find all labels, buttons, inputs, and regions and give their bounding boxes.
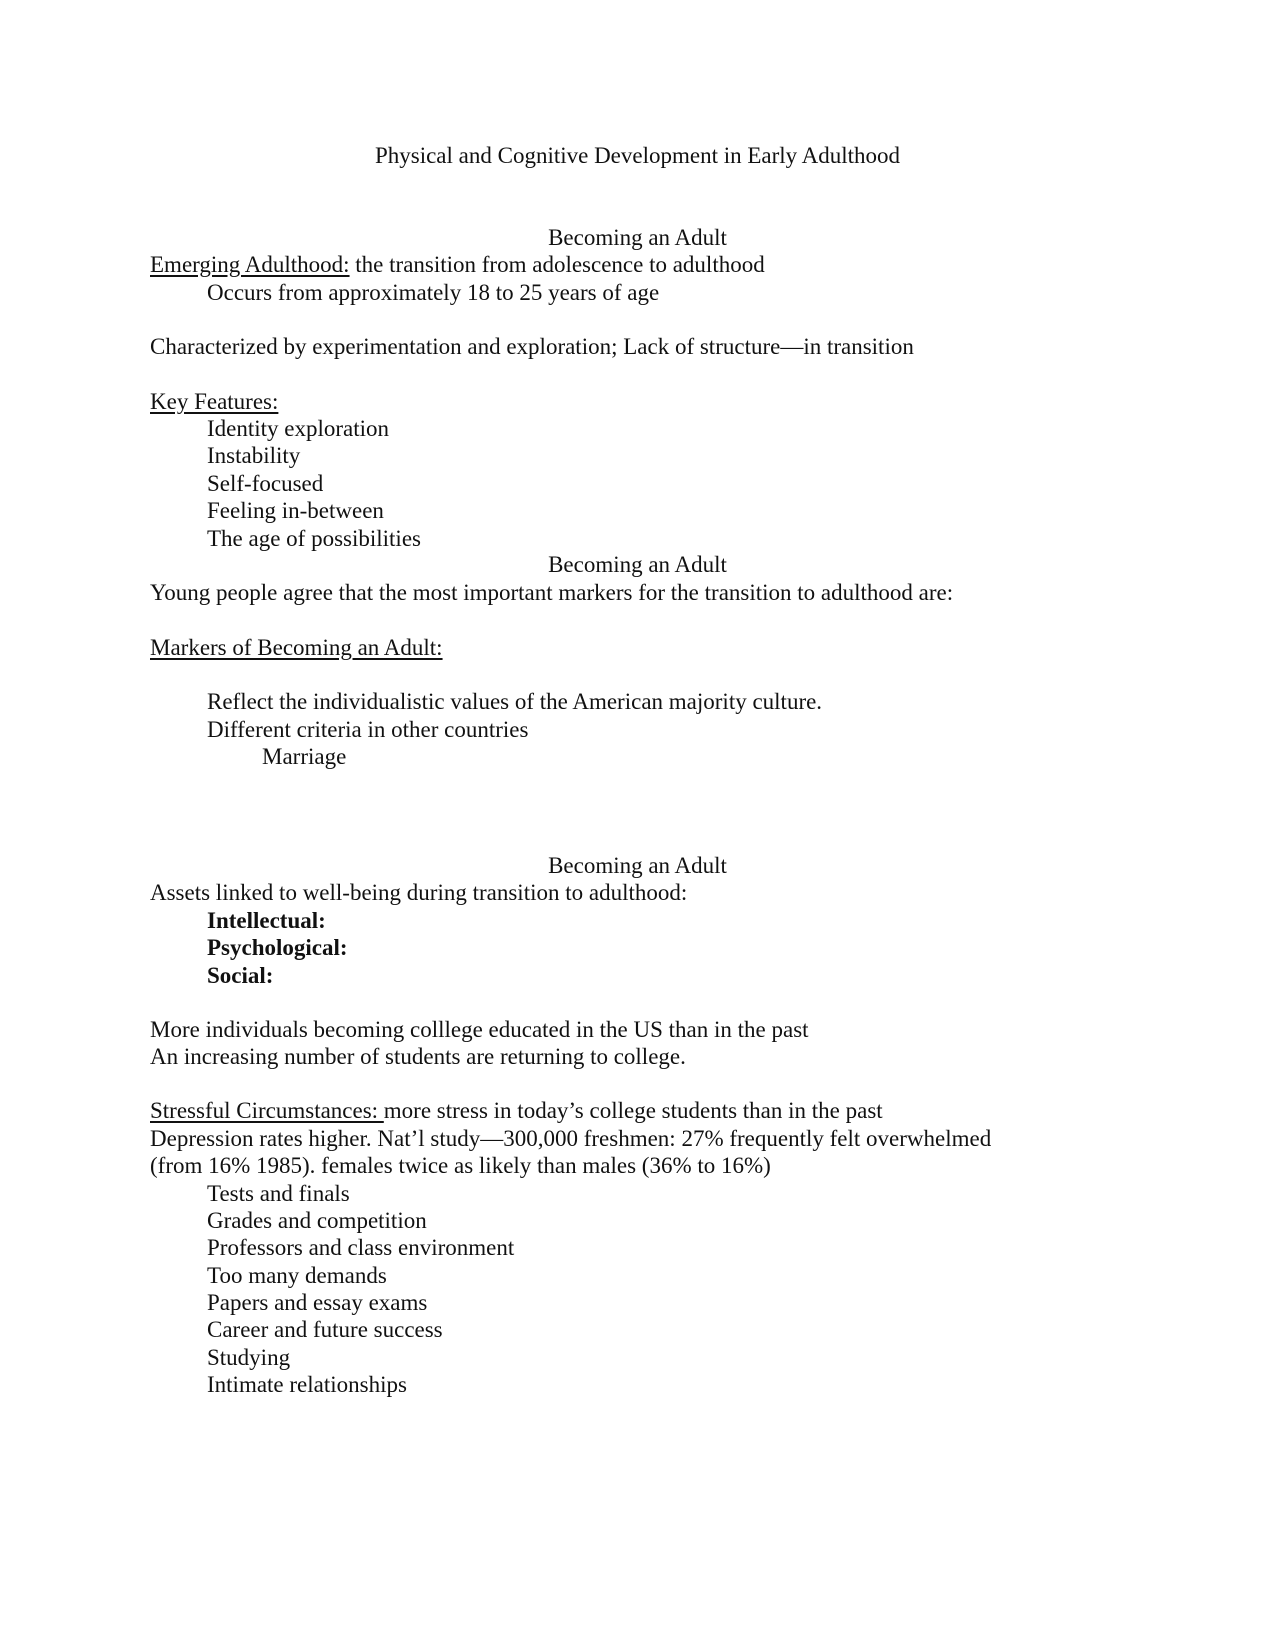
marriage-text: Marriage (262, 744, 347, 769)
stressor-item: Career and future success (207, 1317, 443, 1342)
stressor-item: Professors and class environment (207, 1235, 515, 1260)
section-heading-1: Becoming an Adult (548, 225, 727, 250)
stressful-circumstances-label: Stressful Circumstances: (150, 1098, 384, 1123)
emerging-adulthood-term: Emerging Adulthood: (150, 252, 350, 277)
different-criteria-text: Different criteria in other countries (207, 717, 529, 742)
section-heading-3: Becoming an Adult (548, 853, 727, 878)
depression-text-1: Depression rates higher. Nat’l study—300,000 freshmen: 27% frequently felt overwhelmed (150, 1126, 992, 1151)
stressor-item: Tests and finals (207, 1181, 350, 1206)
key-features-label: Key Features: (150, 389, 279, 414)
college-text-1: More individuals becoming colllege educated in the US than in the past (150, 1017, 809, 1042)
stressor-item: Papers and essay exams (207, 1290, 428, 1315)
assets-intro-text: Assets linked to well-being during transition to adulthood: (150, 880, 688, 905)
markers-label: Markers of Becoming an Adult: (150, 635, 443, 660)
stressor-item: Grades and competition (207, 1208, 427, 1233)
emerging-adulthood-definition (150, 251, 765, 279)
age-range-text: Occurs from approximately 18 to 25 years of age (207, 280, 660, 305)
key-feature-item: Feeling in-between (207, 498, 384, 523)
stressful-circumstances (150, 1097, 883, 1125)
key-feature-item: Identity exploration (207, 416, 390, 441)
characterized-text: Characterized by experimentation and exploration; Lack of structure—in transition (150, 334, 914, 359)
reflect-text: Reflect the individualistic values of the American majority culture. (207, 689, 823, 714)
key-feature-item: The age of possibilities (207, 526, 421, 551)
asset-item: Intellectual: (207, 908, 326, 933)
college-text-2: An increasing number of students are returning to college. (150, 1044, 686, 1069)
asset-item: Psychological: (207, 935, 348, 960)
section-heading-2: Becoming an Adult (548, 552, 727, 577)
stressor-item: Studying (207, 1345, 291, 1370)
key-feature-item: Self-focused (207, 471, 324, 496)
stressful-circumstances-text: more stress in today’s college students than in the past (383, 1098, 883, 1123)
document-title: Physical and Cognitive Development in Early Adulthood (374, 143, 901, 168)
asset-item: Social: (207, 963, 274, 988)
markers-intro-text: Young people agree that the most important markers for the transition to adulthood are: (150, 580, 954, 605)
emerging-adulthood-text: the transition from adolescence to adulthood (349, 252, 765, 277)
depression-text-2: (from 16% 1985). females twice as likely than males (36% to 16%) (150, 1153, 771, 1178)
stressor-item: Too many demands (207, 1263, 387, 1288)
stressor-item: Intimate relationships (207, 1372, 407, 1397)
key-feature-item: Instability (207, 443, 301, 468)
